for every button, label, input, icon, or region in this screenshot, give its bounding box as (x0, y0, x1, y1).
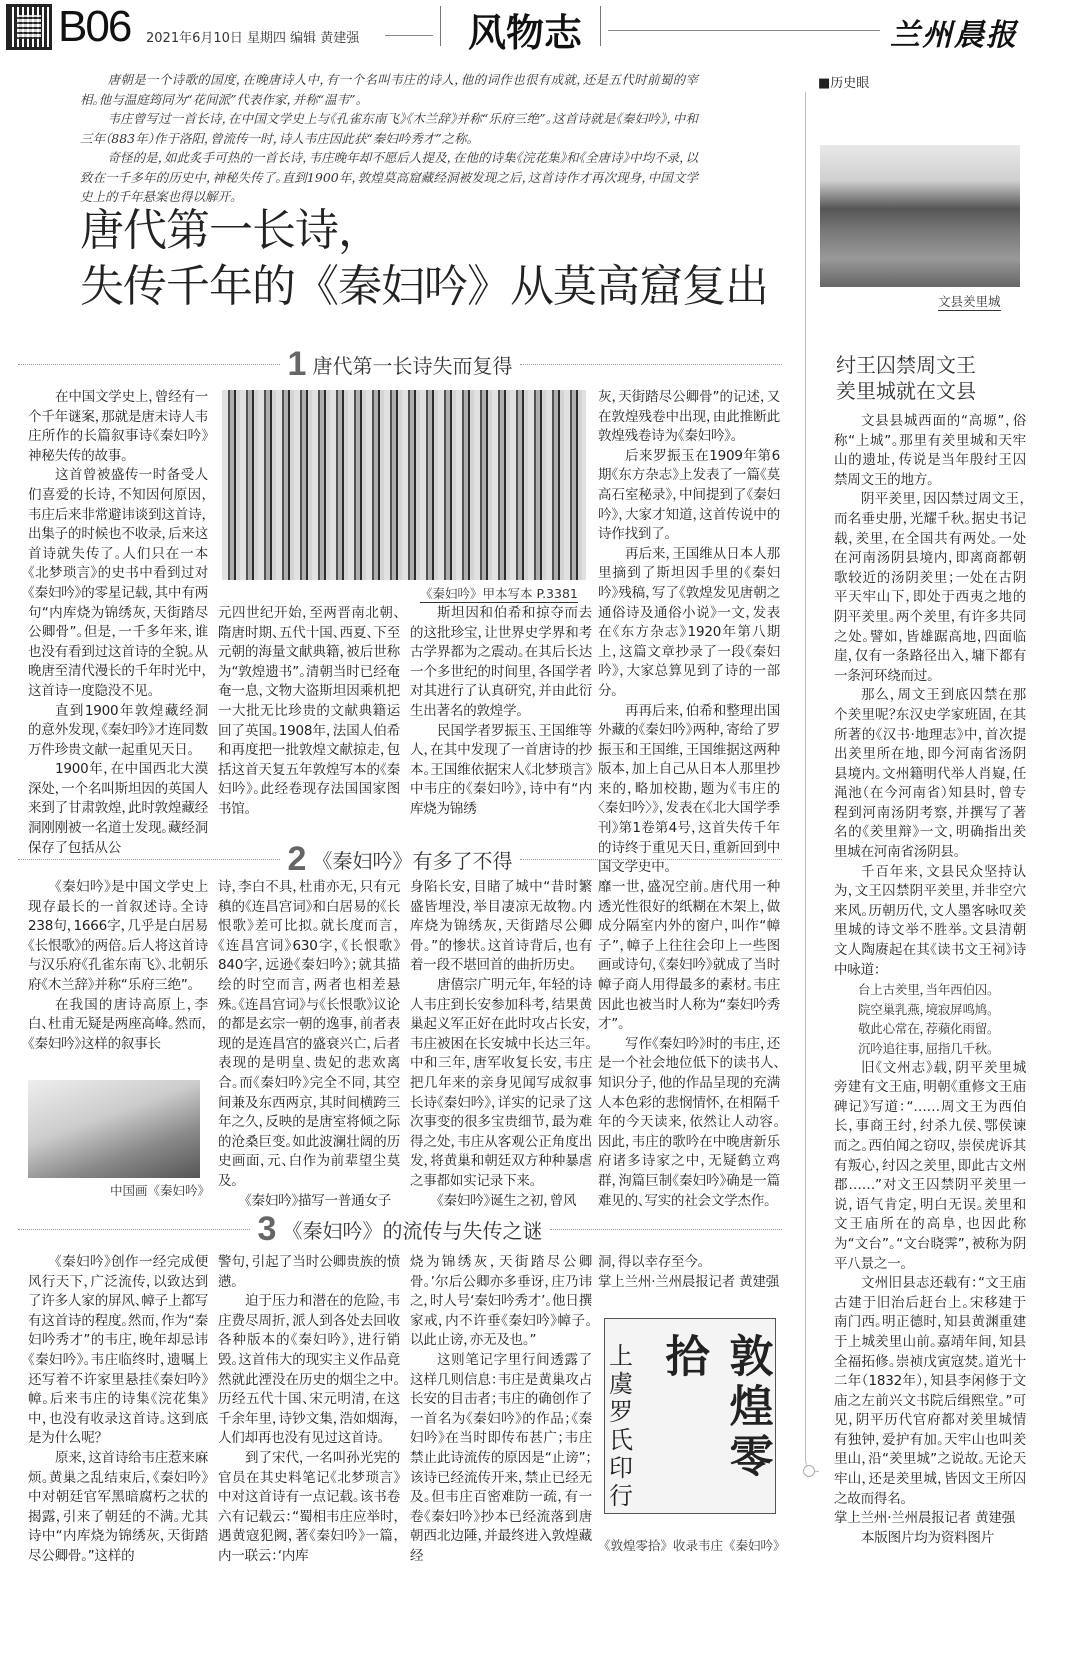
divider (600, 6, 601, 46)
paragraph: 灰，天街踏尽公卿骨”的记述，又在敦煌残卷中出现，由此推断此敦煌残卷诗为《秦妇吟》。 (598, 389, 780, 445)
paragraph: 烧为锦绣灰，天街踏尽公卿骨。’尔后公卿亦多垂讶，庄乃讳之，时人号‘秦妇吟秀才’。他日撰家戒，内不许垂《秦妇吟》幛子。以此止谤，亦无及也。” (410, 1254, 592, 1349)
qr-code (6, 4, 52, 50)
paragraph: 迫于压力和潜在的危险，韦庄费尽周折，派人到各处去回收各种版本的《秦妇吟》，进行销毁。这首伟大的现实主义作品竟然就此湮没在历史的烟尘之中。历经五代十国、宋元明清，在这千余年里，诗钞文集，浩如烟海，人们却再也没有见过这首诗。 (218, 1293, 400, 1447)
section-title: 《秦妇吟》的流传与失传之谜 (282, 1218, 543, 1243)
sidebar-heading (836, 352, 976, 404)
paragraph: 这首曾被盛传一时备受人们喜爱的长诗，不知因何原因，韦庄后来非常避讳谈到这首诗，出集子的时候也不收录，后来这首诗就失传了。人们只在一本《北梦琐言》的史书中看到过对《秦妇吟》的零星记载，其中有两句“内库烧为锦绣灰，天街踏尽公卿骨”。但是，一千多年来，谁也没有看到过这首诗的全貌。从晚唐至清代漫长的千年时光中，这首诗一度隐没不见。 (28, 467, 208, 699)
paragraph: 《秦妇吟》是中国文学史上现存最长的一首叙述诗。全诗238句，1666字，几乎是白居易《长恨歌》的两倍。后人将这首诗与汉乐府《孔雀东南飞》、北朝乐府《木兰辞》并称“乐府三绝”。 (28, 879, 208, 993)
paragraph: 后来罗振玉在1909年第6期《东方杂志》上发表了一篇《莫高石室秘录》，中间提到了《秦妇吟》，大家才知道，这首传说中的诗作找到了。 (598, 447, 780, 543)
paragraph: 在中国文学史上，曾经有一个千年谜案，那就是唐末诗人韦庄所作的长篇叙事诗《秦妇吟》神秘失传的故事。 (28, 389, 208, 464)
headline-line: 失传千年的《秦妇吟》从莫高窟复出 (80, 261, 768, 312)
section-heading-1 (10, 344, 790, 383)
article-column (218, 1253, 400, 1567)
divider (608, 30, 880, 31)
section-heading-2 (10, 839, 790, 878)
paragraph: 旧《文州志》载，阴平羑里城旁建有文王庙，明朝《重修文王庙碑记》写道：“……周文王为西伯长，事商王纣，纣杀九侯、鄂侯谏而之。西伯闻之窃叹，崇侯虎诉其有叛心，纣囚之羑里，即此古文州郡……”对文王囚禁阴平羑里一说，语气肯定，明白无误。羑里和文王庙所在的高阜，也因此称为“文台”。“文台晓霁”，被称为阴平八景之一。 (834, 1059, 1026, 1272)
intro-paragraph: 韦庄曾写过一首长诗，在中国文学史上与《孔雀东南飞》《木兰辞》并称“乐府三绝”。这首诗就是《秦妇吟》，中和三年（883年）作于洛阳，曾流传一时，诗人韦庄因此获“秦妇吟秀才”之称。 (80, 111, 698, 146)
paragraph: 阴平羑里，因囚禁过周文王，而名垂史册，光耀千秋。据史书记载，羑里，在全国共有两处。一处在河南汤阴县境内，即离商都朝歌较近的汤阴羑里；一处在古阴平天牢山下，即处于西夷之地的阴平羑里。两个羑里，有许多共同之处。譬如，皆雄踞高地，四面临崖，仅有一条路径出入，墉下都有一条河环绕而过。 (834, 491, 1026, 684)
intro-lead (80, 70, 698, 207)
paragraph: 唐僖宗广明元年，年轻的诗人韦庄到长安参加科考，结果黄巢起义军正好在此时攻占长安，韦庄被困在长安城中长达三年。中和三年，唐军收复长安，韦庄把几年来的亲身见闻写成叙事长诗《秦妇吟》，详实的记录了这次事变的很多宝贵细节，最为难得之处，韦庄从客观公正角度出发，将黄巢和朝廷双方种种暴虐之事都如实记录下来。 (410, 976, 592, 1189)
paragraph: 直到1900年敦煌藏经洞的意外发现，《秦妇吟》才连同数万件珍贵文献一起重见天日。 (28, 702, 208, 758)
poem-line: 敬此心常在，荐蘋化雨留。 (858, 1021, 994, 1037)
column-label: ■历史眼 (818, 76, 870, 91)
article-column (218, 604, 400, 820)
paragraph: 《秦妇吟》描写一普通女子 (245, 1192, 392, 1209)
section-heading-3 (10, 1209, 790, 1248)
date-editor-line: 2021年6月10日 星期四 编辑 黄建强 (146, 31, 360, 46)
image-caption: 文县羑里城 (938, 294, 1001, 309)
publisher-calligraphy: 上虞罗氏印行 (604, 1343, 633, 1511)
paragraph: 身陷长安，目睹了城中“昔时繁盛皆埋没，举目凄凉无故物。内库烧为锦绣灰，天街踏尽公卿骨。”的惨状。这首诗背后，也有着一段不堪回首的曲折历史。 (410, 879, 592, 974)
poem-line: 台上古羑里，当年西伯囚。 (858, 982, 994, 998)
paragraph: 到了宋代，一名叫孙光宪的官员在其史料笔记《北梦琐言》中对这首诗有一点记载。该书卷六有记载云：“蜀相韦庄应举时，遇黄寇犯阙，著《秦妇吟》一篇，内一联云：‘内库 (218, 1449, 400, 1564)
section-number: 1 (287, 344, 307, 383)
paragraph: 靡一世，盛况空前。唐代用一种透光性很好的纸糊在木架上，做成分隔室内外的窗户，叫作“幛子”，幛子上往往会印上一些图画或诗句，《秦妇吟》就成了当时幛子商人用得最多的素材。韦庄因此也被当时人称为“秦妇吟秀才”。 (598, 879, 780, 1033)
image-caption: 《秦妇吟》甲本写本 P.3381 (420, 586, 578, 601)
sidebar-heading-line: 纣王囚禁周文王 (836, 353, 976, 377)
paragraph: 这则笔记字里行间透露了这样几则信息：韦庄是黄巢攻占长安的目击者；韦庄的确创作了一首名为《秦妇吟》的作品；《秦妇吟》在当时即传布甚广；韦庄禁止此诗流传的原因是“止谤”；该诗已经流传开来，禁止已经无及。但韦庄百密难防一疏，有一卷《秦妇吟》抄本已经流落到唐朝西北边陲，并最终进入敦煌藏经 (410, 1351, 592, 1564)
paragraph: 斯坦因和伯希和掠夺而去的这批珍宝，让世界史学界和考古学界都为之震动。在其后长达一个多世纪的时间里，各国学者对其进行了认真研究，并由此衍生出著名的敦煌学。 (410, 605, 592, 719)
divider (385, 35, 433, 36)
paragraph: 警句，引起了当时公卿贵族的愤懑。 (218, 1254, 400, 1290)
chinese-painting-image (28, 1080, 200, 1178)
section-title: 唐代第一长诗失而复得 (312, 353, 513, 378)
calligraphy-book-cover-image (604, 1318, 776, 1514)
intro-paragraph: 唐朝是一个诗歌的国度，在晚唐诗人中，有一个名叫韦庄的诗人，他的词作也很有成就，还是五代时前蜀的宰相。他与温庭筠同为“花间派”代表作家，并称“温韦”。 (80, 72, 698, 107)
paragraph: 在我国的唐诗高原上，李白、杜甫无疑是两座高峰。然而，《秦妇吟》这样的叙事长 (28, 996, 208, 1052)
article-column (28, 1253, 208, 1567)
newspaper-logo: 兰州晨报 (890, 18, 1018, 53)
section-name: 风物志 (468, 10, 583, 55)
headline-line: 唐代第一长诗， (80, 205, 381, 256)
section-number: 2 (287, 839, 307, 878)
article-column (598, 388, 780, 878)
decorative-ring (803, 1465, 815, 1477)
paragraph: 再再后来，伯希和整理出国外藏的《秦妇吟》两种，寄给了罗振玉和王国维，王国维据这两种版本，加上自己从日本人那里抄来的，略加校勘，题为《韦庄的〈秦妇吟〉》，发表在《北大国学季刊》第1卷第4号，这首失传千年的诗终于重见天日，重新回到中国文学史中。 (598, 702, 780, 876)
poem-line: 院空巢乳燕，境寂屏鸣鸠。 (858, 1001, 994, 1017)
article-column (598, 878, 780, 1211)
paragraph: 1900年，在中国西北大漠深处，一个名叫斯坦因的英国人来到了甘肃敦煌，此时敦煌藏经洞刚刚被一名道士发现。藏经洞保存了包括从公 (28, 761, 208, 856)
article-column (218, 878, 400, 1211)
paragraph: 民国学者罗振玉、王国维等人，在其中发现了一首唐诗的抄本。王国维依据宋人《北梦琐言》中韦庄的《秦妇吟》，诗中有“内库烧为锦绣 (410, 722, 592, 817)
article-column (410, 878, 592, 1211)
article-column (28, 388, 208, 858)
paragraph: 洞，得以幸存至今。 (598, 1254, 705, 1270)
sidebar-heading-line: 羑里城就在文县 (836, 379, 976, 403)
paragraph: 千百年来，文县民众坚持认为，文王囚禁阴平羑里，并非空穴来风。历朝历代，文人墨客咏叹羑里城的诗文举不胜举。文县清朝文人陶赓起在其《读书文王祠》诗中咏道： (834, 863, 1026, 978)
article-column (410, 1253, 592, 1567)
section-number: 3 (257, 1209, 277, 1248)
wenxian-gate-photo (820, 145, 1020, 287)
paragraph: 再后来，王国维从日本人那里摘到了斯坦因手里的《秦妇吟》残稿，写了《敦煌发见唐朝之通俗诗及通俗小说》一文，发表在《东方杂志》1920年第八期上，这篇文章抄录了一段《秦妇吟》，大家总算见到了诗的一部分。 (598, 545, 780, 699)
book-title-calligraphy: 敦煌零拾 (657, 1333, 773, 1483)
image-caption: 《敦煌零拾》收录韦庄《秦妇吟》 (598, 1538, 786, 1553)
poem-line: 沉吟追往事，屈指几千秋。 (858, 1041, 994, 1056)
sidebar-border (805, 92, 819, 1472)
manuscript-image (222, 390, 586, 580)
image-caption: 中国画《秦妇吟》 (110, 1183, 211, 1198)
sidebar-article (834, 412, 1026, 1548)
paragraph: 《秦妇吟》创作一经完成便风行天下，广泛流传，以致达到了许多人家的屏风、幛子上都写有这首诗的程度。然而，作为“秦妇吟秀才”的韦庄，晚年却忌讳《秦妇吟》。韦庄临终时，遗嘱上还写着不许家里悬挂《秦妇吟》幛。后来韦庄的诗集《浣花集》中，也没有收录这首诗。这到底是为什么呢？ (28, 1254, 208, 1447)
paragraph: 元四世纪开始，至两晋南北朝、隋唐时期、五代十国、西夏、下至元朝的海量文献典籍，被后世称为“敦煌遗书”。清朝当时已经奄奄一息，文物大盗斯坦因乘机把一大批无比珍贵的文献典籍运回了英国。1908年，法国人伯希和再度把一批敦煌文献掠走，包括这首天复五年敦煌写本的《秦妇吟》。此经卷现存法国国家图书馆。 (218, 605, 400, 817)
paragraph: 文县县城西面的“高塬”，俗称“上城”。那里有羑里城和天牢山的遗址，传说是当年殷纣王囚禁周文王的地方。 (834, 413, 1026, 488)
section-title: 《秦妇吟》有多了不得 (312, 848, 513, 873)
poem (834, 980, 1026, 1058)
article-column (598, 1253, 780, 1292)
paragraph: 写作《秦妇吟》时的韦庄，还是一个社会地位低下的读书人、知识分子，他的作品呈现的充满人本色彩的悲悯情怀，在相隔千年的今天读来，依然让人动容。因此，韦庄的歌吟在中晚唐新乐府诸多诗家之中，无疑鹤立鸡群，洵篇巨制《秦妇吟》确是一篇难见的、写实的社会文学杰作。 (598, 1035, 780, 1209)
paragraph: 那么，周文王到底囚禁在那个羑里呢？东汉史学家班固，在其所著的《汉书·地理志》中，首次提出羑里所在地，即今河南省汤阴县境内。文州籍明代举人肖嶷，任渑池（在今河南省）知县时，曾专程到河南汤阴考察，并撰写了著名的《羑里辩》一文，明确指出羑里城在河南省汤阴县。 (834, 687, 1026, 861)
photo-note: 本版图片均为资料图片 (861, 1529, 994, 1546)
article-column (28, 878, 208, 1054)
paragraph: 原来，这首诗给韦庄惹来麻烦。黄巢之乱结束后，《秦妇吟》中对朝廷官军黑暗腐朽之状的揭露，引来了朝廷的不满。尤其诗中“内库烧为锦绣灰，天街踏尽公卿骨。”这样的 (28, 1449, 208, 1564)
intro-paragraph: 奇怪的是，如此炙手可热的一首长诗，韦庄晚年却不愿后人提及，在他的诗集《浣花集》和《全唐诗》中均不录，以致在一千多年的历史中，神秘失传了。直到1900年，敦煌莫高窟藏经洞被发现之后，这首诗作才再次现身，中国文学史上的千年悬案也得以解开。 (80, 150, 698, 204)
page-number: B06 (58, 2, 131, 51)
paragraph: 《秦妇吟》诞生之初，曾风 (437, 1192, 577, 1209)
byline: 掌上兰州·兰州晨报记者 黄建强 (598, 1273, 780, 1290)
article-column (410, 604, 592, 820)
byline: 掌上兰州·兰州晨报记者 黄建强 (834, 1510, 1016, 1527)
paragraph: 文州旧县志还载有：“文王庙古建于旧治后赶台上。宋移建于南门西。明正德时，知县黄渊重建于上城羑里山前。嘉靖年间，知县全福拓修。崇祯戊寅寇焚。道光十二年（1832年），知县李闲修于文庙之左前兴文书院后缉熙堂。”可见，阴平历代官府都对羑里城情有独钟，爱护有加。天牢山也叫羑里山，沿“羑里城”之说故。无论天牢山，还是羑里城，皆因文王所囚之故而得名。 (834, 1275, 1026, 1507)
headline (80, 203, 768, 315)
paragraph: 诗，李白不具，杜甫亦无，只有元稹的《连昌宫词》和白居易的《长恨歌》差可比拟。就长度而言，《连昌宫词》630字，《长恨歌》840字，远逊《秦妇吟》；就其描绘的时空而言，两者也相差悬殊。《连昌宫词》与《长恨歌》议论的都是玄宗一朝的逸事，前者表现的是连昌宫的盛衰兴亡，后者表现的是明皇、贵妃的悲欢离合。而《秦妇吟》完全不同，其空间兼及东西两京，其时间横跨三年之久，反映的是唐室将倾之际的沧桑巨变。如此波澜壮阔的历史画面，元、白作为前辈望尘莫及。 (218, 879, 400, 1189)
divider (440, 6, 441, 46)
